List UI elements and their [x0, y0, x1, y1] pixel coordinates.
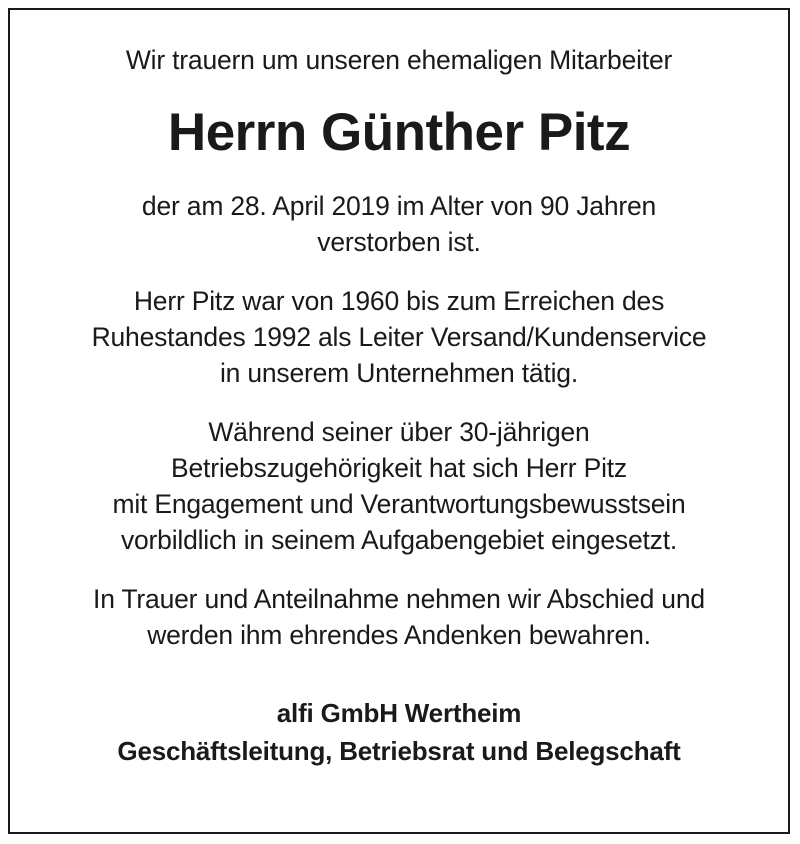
signatory-groups: Geschäftsleitung, Betriebsrat und Belegschaft [117, 736, 681, 766]
text-line: werden ihm ehrendes Andenken bewahren. [147, 620, 651, 650]
text-line: Herr Pitz war von 1960 bis zum Erreichen des [133, 286, 665, 316]
paragraph-career [20, 283, 778, 391]
text-line: verstorben ist. [317, 227, 481, 257]
obituary-content [20, 10, 778, 770]
obituary-frame [8, 8, 790, 834]
paragraph-death-date [20, 188, 778, 260]
paragraph-tribute [20, 414, 778, 558]
text-line: Während seiner über 30-jährigen [208, 417, 590, 447]
text-line: vorbildlich in seinem Aufgabengebiet eingesetzt. [120, 525, 678, 555]
company-name: alfi GmbH Wertheim [276, 698, 522, 728]
text-line: der am 28. April 2019 im Alter von 90 Jahren [141, 191, 657, 221]
text-line: Ruhestandes 1992 als Leiter Versand/Kundenservice [91, 322, 707, 352]
text-line: in unserem Unternehmen tätig. [219, 358, 579, 388]
text-line: Betriebszugehörigkeit hat sich Herr Pitz [171, 453, 627, 483]
deceased-name: Herrn Günther Pitz [167, 103, 631, 162]
intro-text: Wir trauern um unseren ehemaligen Mitarbeiter [125, 45, 673, 75]
paragraph-farewell [20, 581, 778, 653]
text-line: In Trauer und Anteilnahme nehmen wir Abschied und [93, 584, 705, 614]
text-line: mit Engagement und Verantwortungsbewusstsein [112, 489, 686, 519]
signature-block [20, 694, 778, 770]
